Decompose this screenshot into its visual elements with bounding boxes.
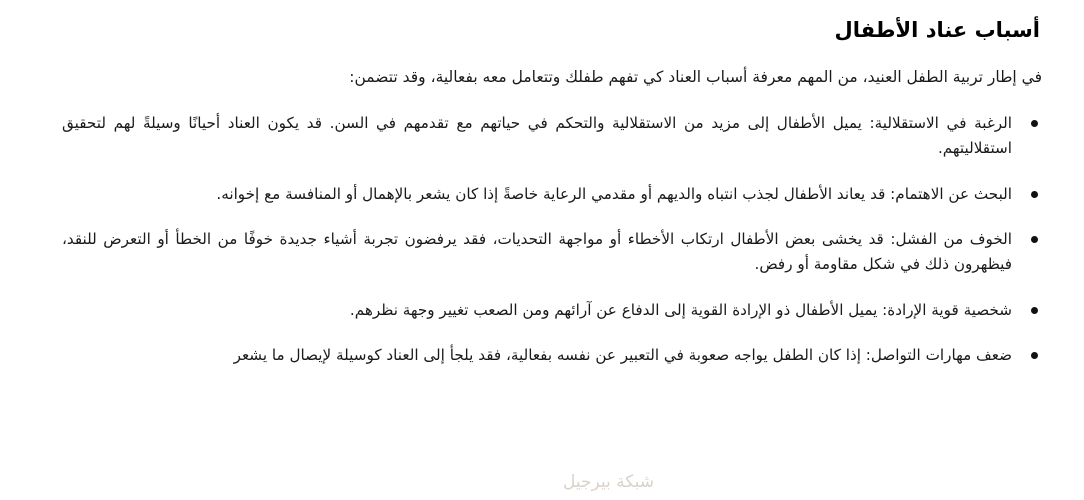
list-item-text: البحث عن الاهتمام: قد يعاند الأطفال لجذب انتباه والديهم أو مقدمي الرعاية خاصةً إذا كان يشعر بالإهمال أو المنافسة مع إخوانه. [216,184,1012,203]
list-item [40,182,1046,207]
bullet-marker-icon [1031,191,1038,198]
watermark: شبكة بيرجيل [562,472,654,492]
bullet-marker-icon [1031,352,1038,359]
page-title: أسباب عناد الأطفال [834,18,1040,42]
list-item [40,227,1046,276]
list-item-text: الخوف من الفشل: قد يخشى بعض الأطفال ارتكاب الأخطاء أو مواجهة التحديات، فقد يرفضون تجربة أشياء جديدة خوفًا من الخطأ أو التعرض للنقد، فيظهرون ذلك في شكل مقاومة أو رفض. [62,230,1012,273]
bullet-marker-icon [1031,307,1038,314]
causes-list [40,111,1046,367]
list-item-text: شخصية قوية الإرادة: يميل الأطفال ذو الإرادة القوية إلى الدفاع عن آرائهم ومن الصعب تغيير وجهة نظرهم. [349,300,1012,319]
list-item [40,343,1046,368]
list-item-text: الرغبة في الاستقلالية: يميل الأطفال إلى مزيد من الاستقلالية والتحكم في حياتهم مع تقدمهم في السن. قد يكون العناد أحيانًا وسيلةً لهم لتحقيق استقلاليتهم. [62,114,1012,158]
bullet-marker-icon [1031,236,1038,243]
bullet-marker-icon [1031,120,1038,127]
intro-paragraph: في إطار تربية الطفل العنيد، من المهم معرفة أسباب العناد كي تفهم طفلك وتتعامل معه بفعالية، وقد تتضمن: [349,68,1042,87]
list-item [40,111,1046,160]
list-item [40,298,1046,323]
list-item-text: ضعف مهارات التواصل: إذا كان الطفل يواجه صعوبة في التعبير عن نفسه بفعالية، فقد يلجأ إلى العناد كوسيلة لإيصال ما يشعر [233,346,1012,365]
